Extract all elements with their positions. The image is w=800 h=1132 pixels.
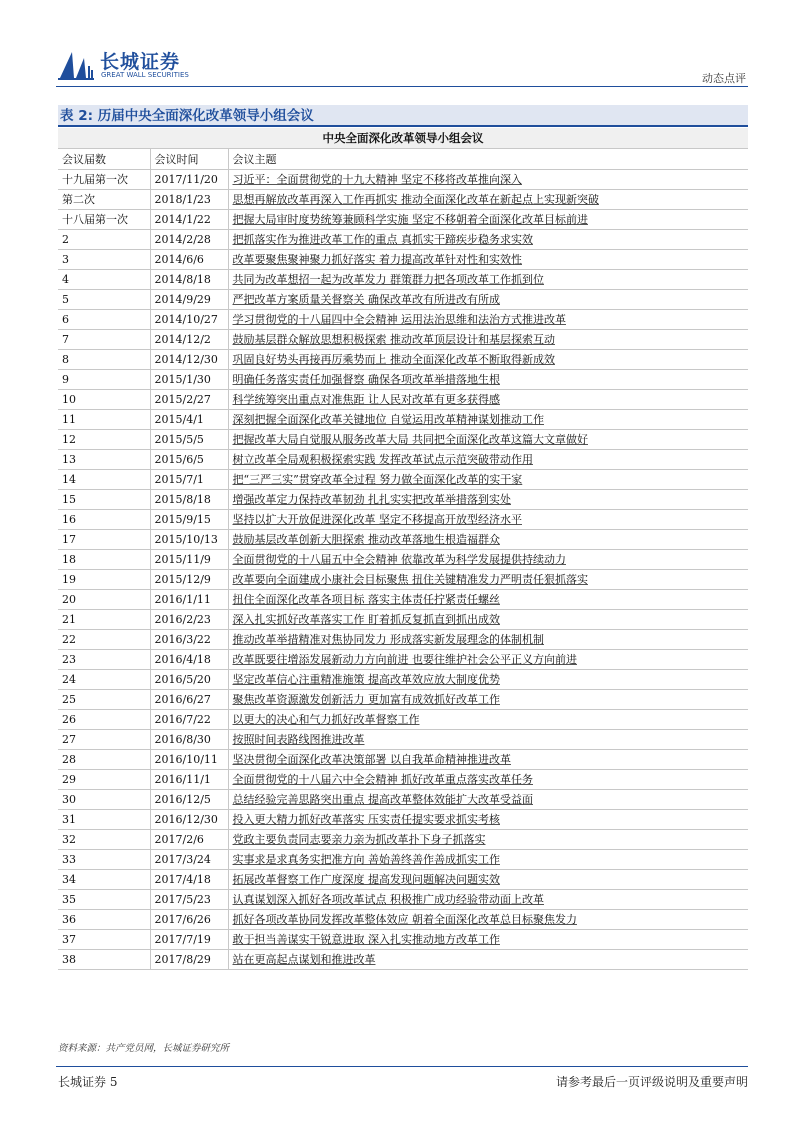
cell-date: 2017/6/26 — [150, 910, 228, 930]
table-row — [58, 550, 748, 570]
cell-session: 11 — [58, 410, 150, 430]
table-caption — [58, 105, 748, 127]
table-row — [58, 370, 748, 390]
cell-date: 2017/11/20 — [150, 170, 228, 190]
cell-session: 33 — [58, 850, 150, 870]
table-row — [58, 950, 748, 970]
cell-date: 2016/4/18 — [150, 650, 228, 670]
source-note: 资料来源：共产党员网，长城证券研究所 — [58, 1043, 230, 1054]
cell-topic — [228, 790, 748, 810]
topic-text: 以更大的决心和气力抓好改革督察工作 — [232, 713, 420, 726]
column-header-date: 会议时间 — [150, 149, 228, 170]
table-row — [58, 710, 748, 730]
cell-topic — [228, 310, 748, 330]
cell-session: 21 — [58, 610, 150, 630]
cell-topic — [228, 870, 748, 890]
cell-topic — [228, 410, 748, 430]
table-row — [58, 910, 748, 930]
cell-topic — [228, 750, 748, 770]
cell-topic — [228, 930, 748, 950]
topic-text: 总结经验完善思路突出重点 提高改革整体效能扩大改革受益面 — [232, 793, 533, 806]
topic-text: 党政主要负责同志要亲力亲为抓改革扑下身子抓落实 — [232, 833, 486, 846]
cell-date: 2017/7/19 — [150, 930, 228, 950]
cell-date: 2016/1/11 — [150, 590, 228, 610]
footer-divider — [56, 1066, 748, 1067]
column-header-session: 会议届数 — [58, 149, 150, 170]
topic-text: 坚决贯彻全面深化改革决策部署 以自我革命精神推进改革 — [232, 753, 511, 766]
cell-topic — [228, 490, 748, 510]
cell-session: 5 — [58, 290, 150, 310]
cell-session: 17 — [58, 530, 150, 550]
cell-session: 26 — [58, 710, 150, 730]
table-row — [58, 590, 748, 610]
cell-session: 9 — [58, 370, 150, 390]
cell-session: 6 — [58, 310, 150, 330]
cell-date: 2015/2/27 — [150, 390, 228, 410]
table-row — [58, 170, 748, 190]
cell-session: 22 — [58, 630, 150, 650]
cell-topic — [228, 770, 748, 790]
cell-session: 2 — [58, 230, 150, 250]
table-row — [58, 350, 748, 370]
cell-date: 2016/8/30 — [150, 730, 228, 750]
topic-text: 明确任务落实责任加强督察 确保各项改革举措落地生根 — [232, 373, 500, 386]
table-row — [58, 690, 748, 710]
table-row — [58, 890, 748, 910]
cell-date: 2016/11/1 — [150, 770, 228, 790]
cell-topic — [228, 590, 748, 610]
cell-date: 2014/2/28 — [150, 230, 228, 250]
cell-topic — [228, 610, 748, 630]
topic-text: 科学统筹突出重点对准焦距 让人民对改革有更多获得感 — [232, 393, 500, 406]
table-row — [58, 290, 748, 310]
cell-date: 2015/11/9 — [150, 550, 228, 570]
cell-session: 24 — [58, 670, 150, 690]
topic-text: 思想再解放改革再深入工作再抓实 推动全面深化改革在新起点上实现新突破 — [232, 193, 599, 206]
cell-topic — [228, 910, 748, 930]
cell-session: 十九届第一次 — [58, 170, 150, 190]
topic-text: 深入扎实抓好改革落实工作 盯着抓反复抓直到抓出成效 — [232, 613, 500, 626]
topic-text: 站在更高起点谋划和推进改革 — [232, 953, 376, 966]
topic-text: 聚焦改革资源激发创新活力 更加富有成效抓好改革工作 — [232, 693, 500, 706]
table-row — [58, 330, 748, 350]
cell-date: 2018/1/23 — [150, 190, 228, 210]
topic-text: 巩固良好势头再接再厉乘势而上 推动全面深化改革不断取得新成效 — [232, 353, 555, 366]
table-row — [58, 490, 748, 510]
topic-text: 学习贯彻党的十八届四中全会精神 运用法治思维和法治方式推进改革 — [232, 313, 566, 326]
cell-topic — [228, 250, 748, 270]
cell-session: 31 — [58, 810, 150, 830]
cell-date: 2015/6/5 — [150, 450, 228, 470]
topic-text: 拓展改革督察工作广度深度 提高发现问题解决问题实效 — [232, 873, 500, 886]
cell-date: 2017/2/6 — [150, 830, 228, 850]
table-row — [58, 230, 748, 250]
cell-topic — [228, 670, 748, 690]
cell-date: 2016/3/22 — [150, 630, 228, 650]
cell-topic — [228, 890, 748, 910]
cell-topic — [228, 730, 748, 750]
cell-topic — [228, 370, 748, 390]
topic-text: 认真谋划深入抓好各项改革试点 积极推广成功经验带动面上改革 — [232, 893, 544, 906]
topic-text: 改革既要往增添发展新动力方向前进 也要往维护社会公平正义方向前进 — [232, 653, 577, 666]
cell-session: 35 — [58, 890, 150, 910]
table-row — [58, 830, 748, 850]
topic-text: 敢于担当善谋实干锐意进取 深入扎实推动地方改革工作 — [232, 933, 500, 946]
topic-text: 按照时间表路线图推进改革 — [232, 733, 365, 746]
cell-topic — [228, 850, 748, 870]
cell-date: 2015/1/30 — [150, 370, 228, 390]
table-row — [58, 770, 748, 790]
topic-text: 把握大局审时度势统筹兼顾科学实施 坚定不移朝着全面深化改革目标前进 — [232, 213, 588, 226]
cell-session: 30 — [58, 790, 150, 810]
table-row — [58, 470, 748, 490]
cell-date: 2014/1/22 — [150, 210, 228, 230]
cell-topic — [228, 530, 748, 550]
cell-session: 8 — [58, 350, 150, 370]
cell-topic — [228, 190, 748, 210]
footer-disclaimer: 请参考最后一页评级说明及重要声明 — [555, 1075, 748, 1089]
cell-date: 2015/5/5 — [150, 430, 228, 450]
topic-text: 实事求是求真务实把准方向 善始善终善作善成抓实工作 — [232, 853, 500, 866]
table-row — [58, 850, 748, 870]
doc-type-label: 动态点评 — [702, 72, 746, 85]
table-row — [58, 730, 748, 750]
cell-topic — [228, 510, 748, 530]
cell-date: 2017/8/29 — [150, 950, 228, 970]
cell-topic — [228, 550, 748, 570]
cell-session: 十八届第一次 — [58, 210, 150, 230]
topic-text: 全面贯彻党的十八届五中全会精神 依靠改革为科学发展提供持续动力 — [232, 553, 566, 566]
cell-date: 2015/8/18 — [150, 490, 228, 510]
cell-session: 23 — [58, 650, 150, 670]
cell-session: 19 — [58, 570, 150, 590]
cell-session: 25 — [58, 690, 150, 710]
cell-topic — [228, 830, 748, 850]
cell-session: 18 — [58, 550, 150, 570]
cell-session: 37 — [58, 930, 150, 950]
meetings-table — [58, 148, 748, 970]
cell-topic — [228, 430, 748, 450]
cell-session: 13 — [58, 450, 150, 470]
cell-session: 14 — [58, 470, 150, 490]
table-row — [58, 870, 748, 890]
topic-text: 改革要聚焦聚神聚力抓好落实 着力提高改革针对性和实效性 — [232, 253, 522, 266]
cell-date: 2015/7/1 — [150, 470, 228, 490]
cell-session: 28 — [58, 750, 150, 770]
cell-session: 16 — [58, 510, 150, 530]
table-row — [58, 430, 748, 450]
cell-session: 7 — [58, 330, 150, 350]
topic-text: 共同为改革想招一起为改革发力 群策群力把各项改革工作抓到位 — [232, 273, 544, 286]
cell-topic — [228, 170, 748, 190]
cell-topic — [228, 290, 748, 310]
table-row — [58, 750, 748, 770]
cell-date: 2014/10/27 — [150, 310, 228, 330]
cell-topic — [228, 390, 748, 410]
table-row — [58, 450, 748, 470]
table-row — [58, 250, 748, 270]
cell-session: 34 — [58, 870, 150, 890]
topic-text: 把“三严三实”贯穿改革全过程 努力做全面深化改革的实干家 — [232, 473, 523, 486]
cell-date: 2017/4/18 — [150, 870, 228, 890]
cell-session: 12 — [58, 430, 150, 450]
cell-topic — [228, 350, 748, 370]
cell-date: 2016/5/20 — [150, 670, 228, 690]
table-row — [58, 930, 748, 950]
cell-topic — [228, 690, 748, 710]
cell-date: 2014/9/29 — [150, 290, 228, 310]
cell-session: 27 — [58, 730, 150, 750]
cell-session: 4 — [58, 270, 150, 290]
table-caption-text: 表 2: 历届中央全面深化改革领导小组会议 — [60, 108, 314, 124]
cell-topic — [228, 570, 748, 590]
cell-session: 10 — [58, 390, 150, 410]
topic-text: 鼓励基层群众解放思想积极探索 推动改革顶层设计和基层探索互动 — [232, 333, 555, 346]
table-row — [58, 570, 748, 590]
cell-topic — [228, 650, 748, 670]
topic-text: 严把改革方案质量关督察关 确保改革改有所进改有所成 — [232, 293, 500, 306]
topic-text: 推动改革举措精准对焦协同发力 形成落实新发展理念的体制机制 — [232, 633, 544, 646]
cell-date: 2016/10/11 — [150, 750, 228, 770]
topic-text: 增强改革定力保持改革韧劲 扎扎实实把改革举措落到实处 — [232, 493, 511, 506]
table-row — [58, 630, 748, 650]
topic-text: 扭住全面深化改革各项目标 落实主体责任拧紧责任螺丝 — [232, 593, 500, 606]
topic-text: 改革要向全面建成小康社会目标聚焦 扭住关键精准发力严明责任狠抓落实 — [232, 573, 588, 586]
brand-logo — [58, 48, 208, 84]
great-wall-logo-icon — [58, 48, 96, 80]
cell-session: 29 — [58, 770, 150, 790]
cell-date: 2016/12/5 — [150, 790, 228, 810]
cell-session: 第二次 — [58, 190, 150, 210]
topic-text: 抓好各项改革协同发挥改革整体效应 朝着全面深化改革总目标聚焦发力 — [232, 913, 577, 926]
table-row — [58, 650, 748, 670]
table-row — [58, 670, 748, 690]
cell-date: 2016/12/30 — [150, 810, 228, 830]
column-header-topic: 会议主题 — [228, 149, 748, 170]
cell-session: 20 — [58, 590, 150, 610]
table-row — [58, 270, 748, 290]
cell-date: 2014/12/30 — [150, 350, 228, 370]
cell-topic — [228, 630, 748, 650]
cell-date: 2015/10/13 — [150, 530, 228, 550]
topic-text: 全面贯彻党的十八届六中全会精神 抓好改革重点落实改革任务 — [232, 773, 533, 786]
table-row — [58, 510, 748, 530]
cell-session: 38 — [58, 950, 150, 970]
cell-topic — [228, 710, 748, 730]
table-header-row — [58, 149, 748, 170]
cell-topic — [228, 230, 748, 250]
cell-date: 2017/3/24 — [150, 850, 228, 870]
header-divider — [56, 86, 748, 87]
cell-date: 2014/12/2 — [150, 330, 228, 350]
cell-date: 2015/4/1 — [150, 410, 228, 430]
table-row — [58, 410, 748, 430]
cell-topic — [228, 950, 748, 970]
cell-date: 2014/6/6 — [150, 250, 228, 270]
topic-text: 鼓励基层改革创新大胆探索 推动改革落地生根造福群众 — [232, 533, 500, 546]
brand-name-en: GREAT WALL SECURITIES — [101, 71, 189, 79]
cell-session: 3 — [58, 250, 150, 270]
table-row — [58, 530, 748, 550]
table-band-header: 中央全面深化改革领导小组会议 — [58, 128, 748, 148]
cell-topic — [228, 210, 748, 230]
cell-date: 2016/2/23 — [150, 610, 228, 630]
cell-date: 2014/8/18 — [150, 270, 228, 290]
table-row — [58, 190, 748, 210]
topic-text: 把抓落实作为推进改革工作的重点 真抓实干蹄疾步稳务求实效 — [232, 233, 533, 246]
cell-date: 2015/12/9 — [150, 570, 228, 590]
cell-topic — [228, 450, 748, 470]
table-row — [58, 390, 748, 410]
cell-date: 2016/7/22 — [150, 710, 228, 730]
cell-topic — [228, 470, 748, 490]
cell-session: 32 — [58, 830, 150, 850]
footer-page-label: 长城证券 5 — [58, 1075, 118, 1089]
brand-name-cn: 长城证券 — [100, 51, 181, 73]
topic-text: 深刻把握全面深化改革关键地位 自觉运用改革精神谋划推动工作 — [232, 413, 544, 426]
table-row — [58, 210, 748, 230]
table-row — [58, 810, 748, 830]
table-row — [58, 310, 748, 330]
cell-date: 2017/5/23 — [150, 890, 228, 910]
topic-text: 坚持以扩大开放促进深化改革 坚定不移提高开放型经济水平 — [232, 513, 522, 526]
cell-topic — [228, 330, 748, 350]
topic-text: 投入更大精力抓好改革落实 压实责任提实要求抓实考核 — [232, 813, 500, 826]
cell-date: 2016/6/27 — [150, 690, 228, 710]
cell-session: 36 — [58, 910, 150, 930]
topic-text: 把握改革大局自觉服从服务改革大局 共同把全面深化改革这篇大文章做好 — [232, 433, 588, 446]
topic-text: 习近平：全面贯彻党的十九大精神 坚定不移将改革推向深入 — [232, 173, 522, 186]
table-row — [58, 610, 748, 630]
table-row — [58, 790, 748, 810]
cell-topic — [228, 270, 748, 290]
topic-text: 树立改革全局观积极探索实践 发挥改革试点示范突破带动作用 — [232, 453, 533, 466]
cell-topic — [228, 810, 748, 830]
topic-text: 坚定改革信心注重精准施策 提高改革效应放大制度优势 — [232, 673, 500, 686]
cell-date: 2015/9/15 — [150, 510, 228, 530]
cell-session: 15 — [58, 490, 150, 510]
